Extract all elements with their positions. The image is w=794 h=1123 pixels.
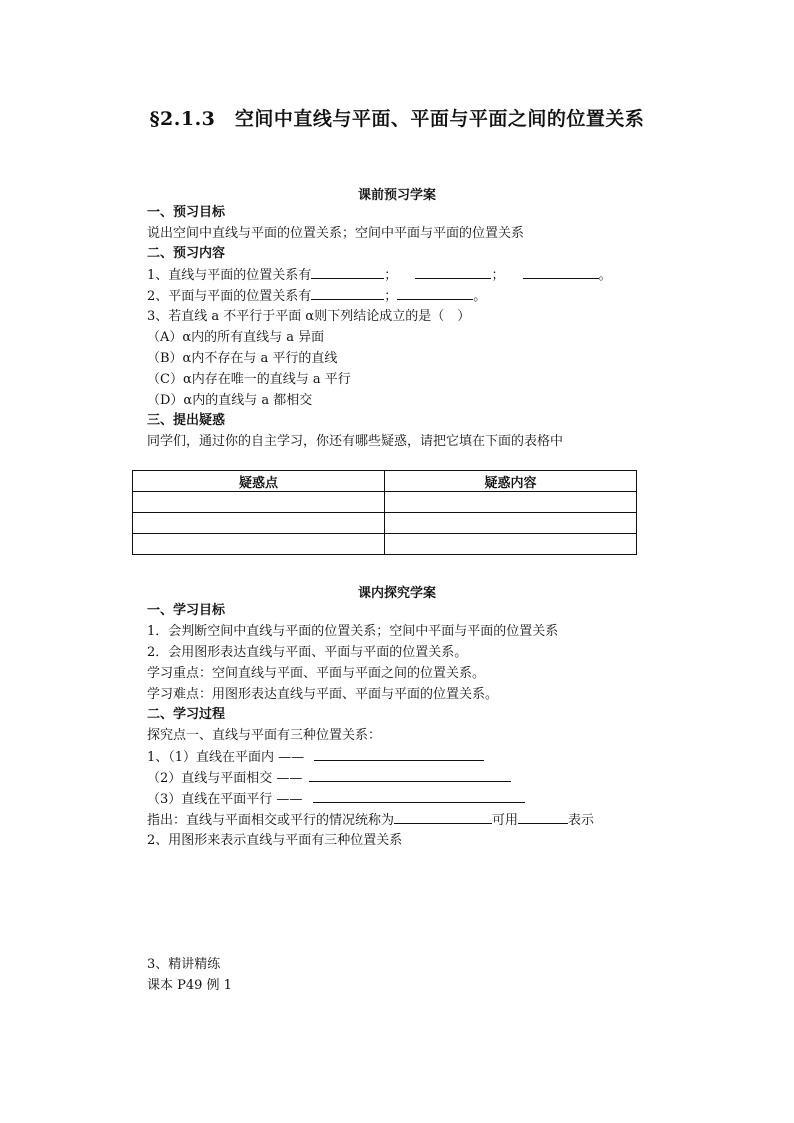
- option-b: （B）α内不存在与 a 平行的直线: [147, 351, 338, 366]
- answer-blank[interactable]: [415, 266, 491, 279]
- separator: ；: [384, 289, 398, 304]
- table-row: [133, 492, 637, 513]
- table-header-point: 疑惑点: [133, 471, 385, 492]
- explore-point: 探究点一、直线与平面有三种位置关系：: [147, 728, 382, 743]
- note-text-c: 表示: [568, 813, 595, 828]
- relation-1: [147, 748, 484, 767]
- question-1-text: 1、直线与平面的位置关系有: [147, 268, 312, 283]
- answer-blank[interactable]: [309, 769, 511, 782]
- answer-blank[interactable]: [523, 266, 599, 279]
- answer-blank[interactable]: [397, 287, 473, 300]
- answer-blank[interactable]: [314, 748, 484, 761]
- answer-blank[interactable]: [313, 790, 525, 803]
- section-heading-preview: 课前预习学案: [357, 188, 436, 203]
- doubt-heading: 三、提出疑惑: [147, 413, 226, 428]
- study-goal-1: 1．会判断空间中直线与平面的位置关系；空间中平面与平面的位置关系: [147, 624, 559, 639]
- preview-content-heading: 二、预习内容: [147, 246, 226, 261]
- note-text-b: 可用: [492, 813, 519, 828]
- separator: ；: [384, 268, 398, 283]
- doubt-text: 同学们，通过你的自主学习，你还有哪些疑惑，请把它填在下面的表格中: [147, 434, 564, 449]
- answer-blank[interactable]: [394, 811, 492, 824]
- note-text-a: 指出：直线与平面相交或平行的情况统称为: [147, 813, 395, 828]
- table-cell[interactable]: [385, 492, 637, 513]
- relation-2-text: （2）直线与平面相交 ——: [147, 771, 303, 786]
- relation-3: [147, 790, 525, 809]
- option-c: （C）α内存在唯一的直线与 a 平行: [147, 372, 351, 387]
- answer-blank[interactable]: [311, 266, 384, 279]
- relation-2: [147, 769, 511, 788]
- preview-goal-text: 说出空间中直线与平面的位置关系；空间中平面与平面的位置关系: [147, 226, 525, 241]
- question-2-text: 2、平面与平面的位置关系有: [147, 289, 312, 304]
- section-heading-explore: 课内探究学案: [357, 586, 436, 601]
- relation-1-text: 1、（1）直线在平面内 ——: [147, 750, 305, 765]
- item-2: 2、用图形来表示直线与平面有三种位置关系: [147, 833, 403, 848]
- item-3: 3、精讲精练: [147, 957, 221, 972]
- table-cell[interactable]: [385, 534, 637, 555]
- answer-blank[interactable]: [518, 811, 568, 824]
- textbook-reference: 课本 P49 例 1: [147, 978, 232, 993]
- table-cell[interactable]: [133, 492, 385, 513]
- question-1: [147, 266, 612, 285]
- table-cell[interactable]: [133, 534, 385, 555]
- preview-goal-heading: 一、预习目标: [147, 205, 226, 220]
- difficult-point: 学习难点：用图形表达直线与平面、平面与平面的位置关系。: [147, 687, 499, 702]
- table-row: [133, 513, 637, 534]
- document-title: §2.1.3 空间中直线与平面、平面与平面之间的位置关系: [149, 108, 645, 130]
- option-d: （D）α内的直线与 a 都相交: [147, 393, 313, 408]
- question-2: [147, 287, 486, 306]
- relation-3-text: （3）直线在平面平行 ——: [147, 792, 303, 807]
- process-heading: 二、学习过程: [147, 707, 226, 722]
- option-a: （A）α内的所有直线与 a 异面: [147, 330, 325, 345]
- key-point: 学习重点：空间直线与平面、平面与平面之间的位置关系。: [147, 666, 486, 681]
- study-goal-2: 2．会用图形表达直线与平面、平面与平面的位置关系。: [147, 645, 468, 660]
- table-row: [133, 534, 637, 555]
- doubt-table: [132, 470, 637, 555]
- answer-blank[interactable]: [311, 287, 384, 300]
- note-line: [147, 811, 594, 830]
- study-goal-heading: 一、学习目标: [147, 603, 226, 618]
- period: 。: [598, 268, 612, 283]
- table-cell[interactable]: [133, 513, 385, 534]
- table-cell[interactable]: [385, 513, 637, 534]
- separator: ；: [491, 268, 505, 283]
- question-3: 3、若直线 a 不平行于平面 α则下列结论成立的是（ ）: [147, 309, 471, 324]
- period: 。: [473, 289, 487, 304]
- table-header-content: 疑惑内容: [385, 471, 637, 492]
